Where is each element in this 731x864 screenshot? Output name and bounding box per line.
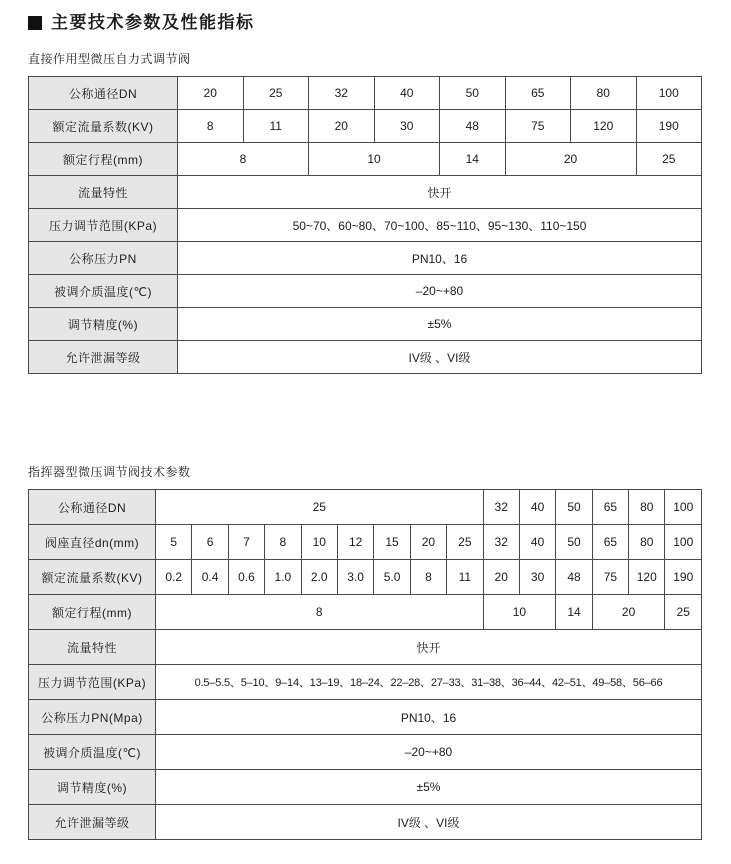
row-label: 额定行程(mm): [29, 595, 156, 630]
table-cell: 10: [309, 143, 440, 176]
table-cell: 25: [665, 595, 702, 630]
table-cell: 32: [483, 490, 519, 525]
row-label: 公称压力PN(Mpa): [29, 700, 156, 735]
table-cell: ±5%: [156, 770, 702, 805]
table-row: [29, 308, 702, 341]
table-cell: 25: [156, 490, 484, 525]
table-cell: 120: [571, 110, 637, 143]
table-cell: 0.2: [156, 560, 192, 595]
pilot-type-valve-section: [28, 463, 731, 840]
table-row: [29, 490, 702, 525]
table-cell: 2.0: [301, 560, 337, 595]
table-cell: PN10、16: [156, 700, 702, 735]
table-cell: 32: [483, 525, 519, 560]
table-cell: 25: [636, 143, 702, 176]
row-label: 额定流量系数(KV): [29, 560, 156, 595]
table-row: [29, 700, 702, 735]
table-cell: 40: [374, 77, 440, 110]
table-row: [29, 735, 702, 770]
table-cell: 5: [156, 525, 192, 560]
table-cell: 6: [192, 525, 228, 560]
table-cell: 10: [483, 595, 556, 630]
table-cell: 20: [309, 110, 375, 143]
table-row: [29, 341, 702, 374]
table-cell: 80: [629, 525, 665, 560]
table-cell: 50: [556, 490, 592, 525]
table-row: [29, 525, 702, 560]
table-cell: 12: [337, 525, 373, 560]
table-cell: 8: [410, 560, 446, 595]
table-cell: 快开: [156, 630, 702, 665]
table-row: [29, 665, 702, 700]
table-row: [29, 805, 702, 840]
table-cell: –20~+80: [156, 735, 702, 770]
table-cell: 75: [592, 560, 628, 595]
row-label: 调节精度(%): [29, 770, 156, 805]
table-cell: 20: [410, 525, 446, 560]
row-label: 被调介质温度(℃): [29, 735, 156, 770]
table-cell: 32: [309, 77, 375, 110]
table-cell: 20: [178, 77, 244, 110]
direct-acting-valve-spec-table: [28, 76, 702, 374]
table-cell: 14: [440, 143, 506, 176]
table-caption-direct-acting: 直接作用型微压自力式调节阀: [28, 52, 191, 67]
table-cell: 30: [519, 560, 555, 595]
table-row: [29, 770, 702, 805]
row-label: 压力调节范围(KPa): [29, 665, 156, 700]
row-label: 允许泄漏等级: [29, 341, 178, 374]
table-cell: 80: [629, 490, 665, 525]
table-cell: 100: [665, 490, 702, 525]
table-cell: 20: [483, 560, 519, 595]
table-cell: 100: [665, 525, 702, 560]
row-label: 调节精度(%): [29, 308, 178, 341]
table-cell: IV级 、VI级: [156, 805, 702, 840]
row-label: 额定行程(mm): [29, 143, 178, 176]
table-cell: 11: [447, 560, 483, 595]
table-cell: 25: [243, 77, 309, 110]
table-cell: 5.0: [374, 560, 410, 595]
table-row: [29, 209, 702, 242]
table-row: [29, 275, 702, 308]
table-row: [29, 77, 702, 110]
table-row: [29, 630, 702, 665]
table-cell: 7: [228, 525, 264, 560]
table-cell: 3.0: [337, 560, 373, 595]
row-label: 被调介质温度(℃): [29, 275, 178, 308]
row-label: 允许泄漏等级: [29, 805, 156, 840]
row-label: 流量特性: [29, 176, 178, 209]
table-row: [29, 560, 702, 595]
table-cell: 0.5–5.5、5–10、9–14、13–19、18–24、22–28、27–33、31–38、36–44、42–51、49–58、56–66: [156, 665, 702, 700]
table-cell: 8: [265, 525, 301, 560]
table-cell: 48: [556, 560, 592, 595]
table-cell: 15: [374, 525, 410, 560]
table-cell: 50~70、60~80、70~100、85~110、95~130、110~150: [178, 209, 702, 242]
table-cell: 40: [519, 490, 555, 525]
table-cell: 65: [592, 525, 628, 560]
table-cell: 75: [505, 110, 571, 143]
table-cell: 50: [440, 77, 506, 110]
table-cell: 8: [156, 595, 484, 630]
page-title: 主要技术参数及性能指标: [51, 13, 255, 32]
row-label: 公称通径DN: [29, 490, 156, 525]
table-cell: 20: [505, 143, 636, 176]
table-row: [29, 595, 702, 630]
table-cell: 120: [629, 560, 665, 595]
table-cell: 10: [301, 525, 337, 560]
table-cell: –20~+80: [178, 275, 702, 308]
table-cell: 20: [592, 595, 665, 630]
black-square-bullet-icon: [28, 16, 42, 30]
table-cell: IV级 、VI级: [178, 341, 702, 374]
row-label: 压力调节范围(KPa): [29, 209, 178, 242]
table-cell: 40: [519, 525, 555, 560]
table-cell: 80: [571, 77, 637, 110]
table-cell: 8: [178, 110, 244, 143]
table-row: [29, 242, 702, 275]
table-cell: 14: [556, 595, 592, 630]
table-cell: 25: [447, 525, 483, 560]
table-cell: 100: [636, 77, 702, 110]
table-cell: 190: [636, 110, 702, 143]
table-cell: 0.4: [192, 560, 228, 595]
table-cell: 快开: [178, 176, 702, 209]
table-cell: 65: [505, 77, 571, 110]
row-label: 公称压力PN: [29, 242, 178, 275]
table-row: [29, 176, 702, 209]
row-label: 额定流量系数(KV): [29, 110, 178, 143]
table-caption-pilot-type: 指挥器型微压调节阀技术参数: [28, 465, 191, 480]
table-cell: 48: [440, 110, 506, 143]
row-label: 流量特性: [29, 630, 156, 665]
table-cell: 1.0: [265, 560, 301, 595]
row-label: 公称通径DN: [29, 77, 178, 110]
section-header: [28, 13, 731, 33]
table-cell: 8: [178, 143, 309, 176]
table-cell: 30: [374, 110, 440, 143]
table-cell: 11: [243, 110, 309, 143]
table-cell: 65: [592, 490, 628, 525]
table-row: [29, 143, 702, 176]
table-cell: 190: [665, 560, 702, 595]
table-row: [29, 110, 702, 143]
table-cell: 0.6: [228, 560, 264, 595]
pilot-type-valve-spec-table: [28, 489, 702, 840]
table-cell: 50: [556, 525, 592, 560]
table-cell: ±5%: [178, 308, 702, 341]
table-cell: PN10、16: [178, 242, 702, 275]
direct-acting-valve-section: [28, 50, 731, 374]
row-label: 阀座直径dn(mm): [29, 525, 156, 560]
